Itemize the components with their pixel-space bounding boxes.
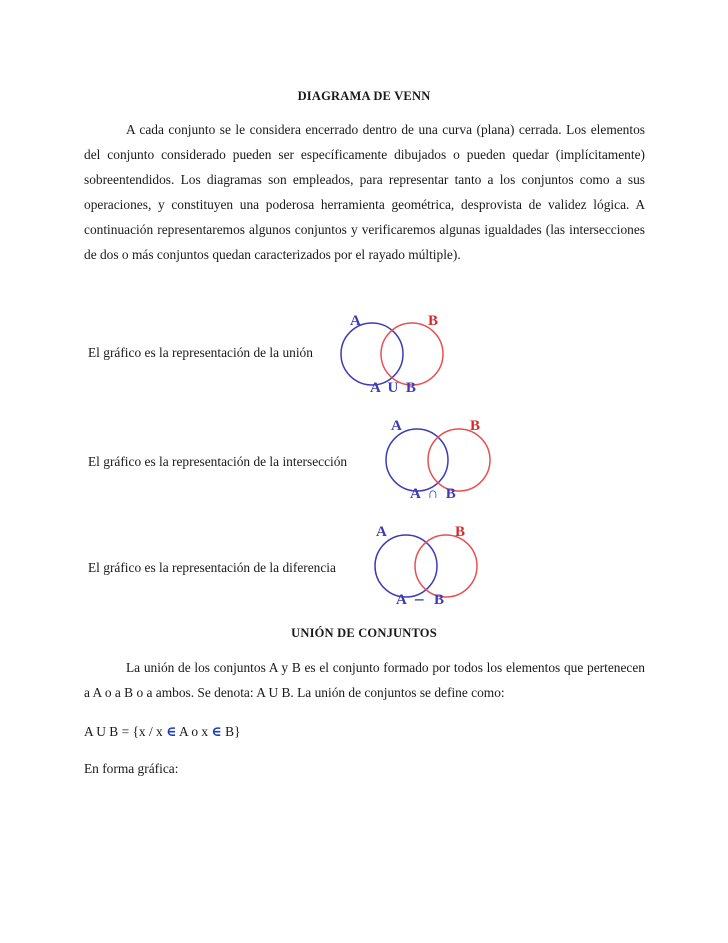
venn-intro-paragraph: A cada conjunto se le considera encerrado dentro de una curva (plana) cerrada. Los elementos del conjunto considerado pueden ser específicamente dibujados o pueden quedar (implícitamente) sobreentendidos. Los diagramas son empleados, para representar tanto a los conjuntos como a sus operaciones, y constituyen una poderosa herramienta geométrica, desprovista de validez lógica. A continuación representaremos algunos conjuntos y verificaremos algunas igualdades (las intersecciones de dos o más conjuntos quedan caracterizados por el rayado múltiple). [84,122,645,262]
operation-minus: – [415,589,424,608]
label-b: B [455,524,466,540]
set-a-circle [341,323,403,385]
operation-label: A ∩ B [410,486,456,502]
graphic-form-label: En forma gráfica: [84,761,179,776]
intersection-caption: El gráfico es la representación de la intersección [88,454,348,469]
label-a: A [350,313,361,329]
section-title-union: UNIÓN DE CONJUNTOS [291,626,437,640]
set-a-circle [375,535,437,597]
difference-venn-diagram [370,520,490,612]
difference-caption: El gráfico es la representación de la diferencia [88,560,336,575]
operation-label-b: B [434,592,445,608]
union-formula [84,724,241,741]
element-of-symbol: ∈ [211,725,222,740]
set-b-circle [428,429,490,491]
operation-label-a: A [396,592,407,608]
union-venn-diagram [340,308,460,398]
label-b: B [470,418,481,434]
union-caption: El gráfico es la representación de la unión [88,345,313,360]
label-a: A [376,524,387,540]
set-b-circle [381,323,443,385]
operation-label: A U B [370,380,416,396]
element-of-symbol: ∈ [166,725,177,740]
formula-end: B} [221,724,241,739]
section-title-venn: DIAGRAMA DE VENN [297,89,431,103]
label-a: A [391,418,402,434]
set-b-circle [415,535,477,597]
formula-mid: A o x [176,724,212,739]
set-a-circle [386,429,448,491]
formula-start: A U B = {x / x [84,724,167,739]
union-definition-paragraph: La unión de los conjuntos A y B es el conjunto formado por todos los elementos que pertenecen a A o a B o a ambos. Se denota: A U B. La unión de conjuntos se define como: [84,660,645,700]
intersection-venn-diagram [380,414,500,506]
label-b: B [428,313,439,329]
